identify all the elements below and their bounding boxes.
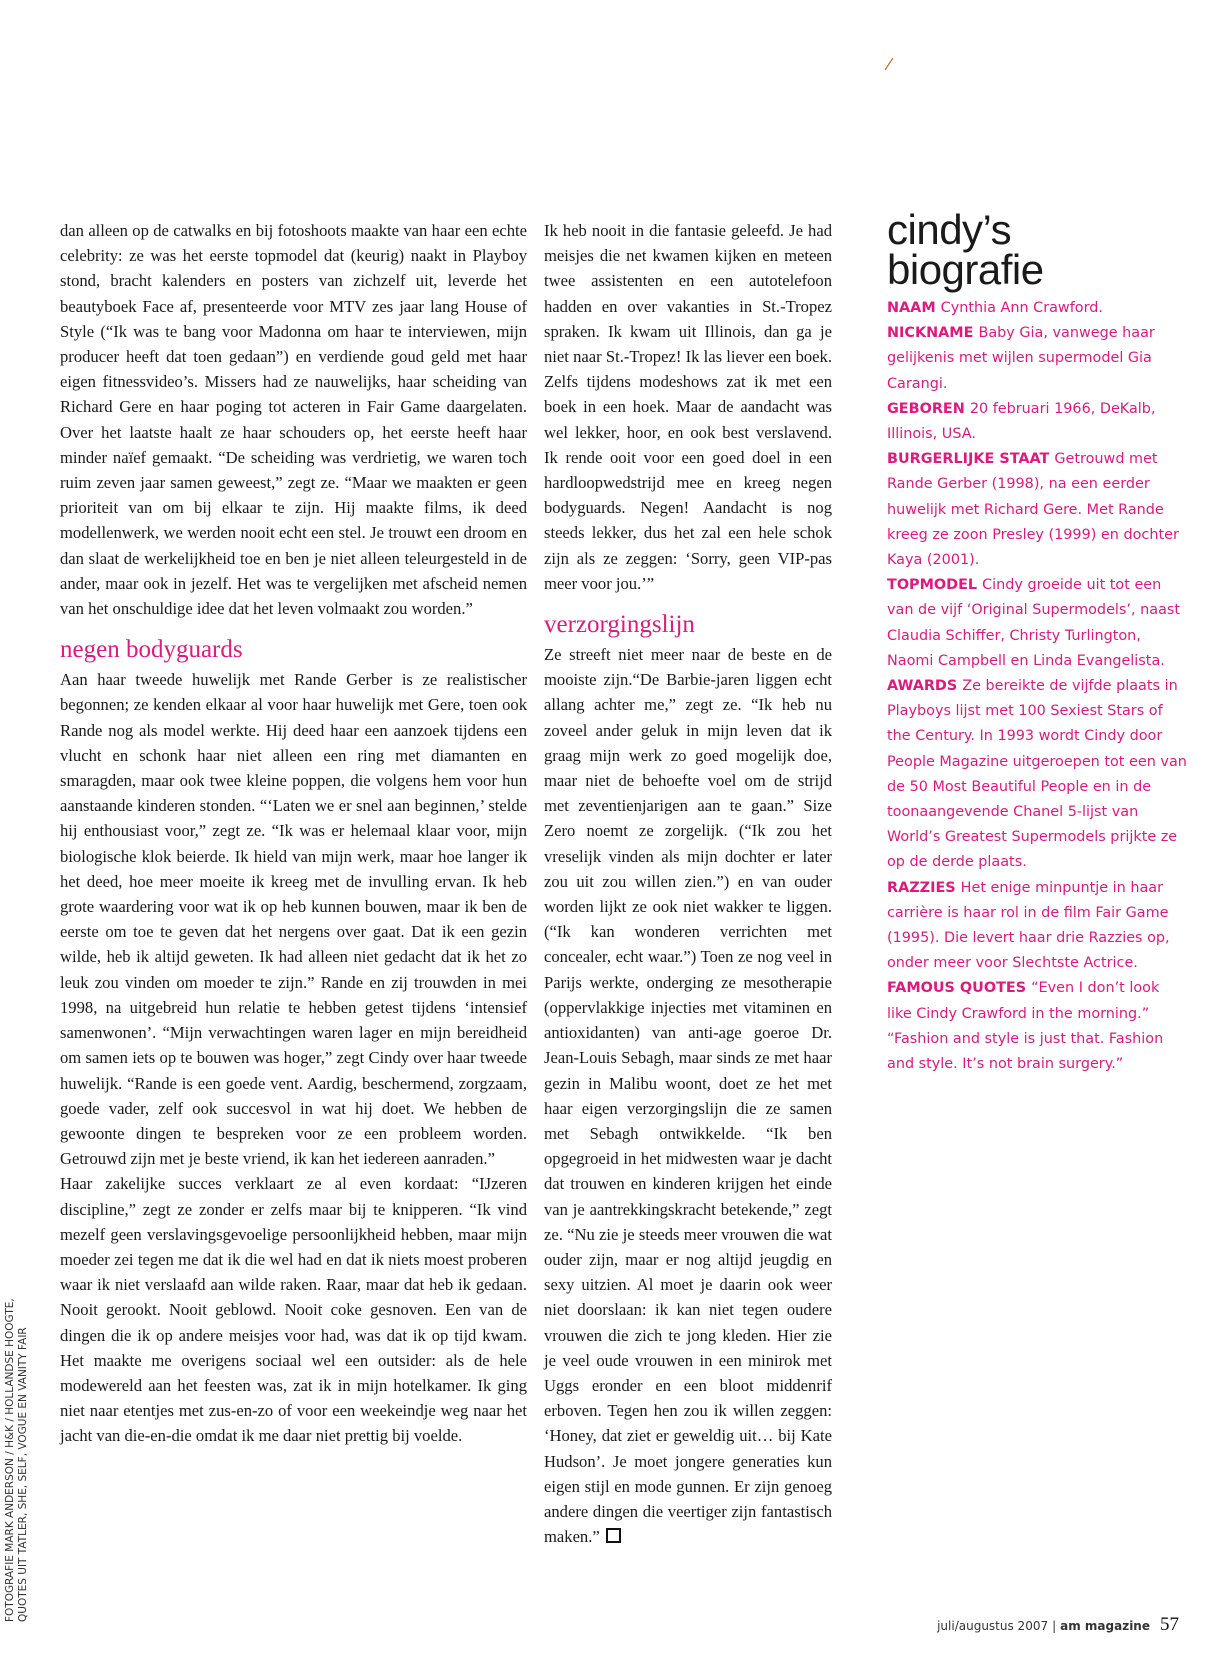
photo-credit-line1: FOTOGRAFIE MARK ANDERSON / H&K / HOLLANDSE HOOGTE, (4, 1298, 16, 1622)
photo-credit-line2: QUOTES UIT TATLER, SHE, SELF, VOGUE EN VANITY FAIR (17, 1327, 29, 1622)
bio-label: GEBOREN (887, 400, 965, 417)
biography-title-line2: biografie (887, 246, 1044, 293)
bio-text: Ze bereikte de vijfde plaats in Playboys lijst met 100 Sexiest Stars of the Century. In 1993 wordt Cindy door People Magazine uitgeroepen tot een van de 50 Most Beautiful People en in de toonaangevende Chanel 5-lijst van World’s Greatest Supermodels prijkte ze op de derde plaats. (887, 678, 1187, 871)
bio-label: RAZZIES (887, 879, 956, 896)
bio-text: Getrouwd met Rande Gerber (1998), na een eerder huwelijk met Richard Gere. Met Rande kreeg ze zoon Presley (1999) en dochter Kaya (2001). (887, 451, 1179, 569)
page-number: 57 (1160, 1614, 1179, 1635)
bio-text: Cindy groeide uit tot een van de vijf ‘Original Supermodels’, naast Claudia Schiffer, Christy Turlington, Naomi Campbell en Linda Evangelista. (887, 577, 1181, 669)
bio-entry-awards (887, 674, 1187, 876)
issue-date: juli/augustus 2007 (937, 1619, 1049, 1633)
bio-text: Cynthia Ann Crawford. (940, 300, 1103, 316)
article-paragraph: Aan haar tweede huwelijk met Rande Gerber is ze realistischer begonnen; ze kenden elkaar al voor haar huwelijk met Gere, toen ook Rande nog als model werkte. Hij deed haar een aanzoek tijdens een vlucht en schonk haar niet alleen een ring met diamanten en smaragden, maar ook twee kleine poppen, die volgens hem voor hun aanstaande kinderen stonden. “‘Laten we er snel aan beginnen,’ stelde hij enthousiast voor,” zegt ze. “Ik was er helemaal klaar voor, mijn biologische klok beierde. Ik hield van mijn werk, maar hoe langer ik het deed, hoe meer moeite ik kreeg met de invulling ervan. Ik heb grote waardering voor wat ik op heb kunnen bouwen, maar ik ben de eerste om toe te geven dat het nergens over gaat. Dat ik een gezin wilde, heb ik altijd geweten. Ik had alleen niet gedacht dat ik het zo leuk zou vinden om moeder te zijn.” Rande en zij trouwden in mei 1998, na uitgebreid hun relatie te hebben getest tijdens ‘intensief samenwonen’. “Mijn verwachtingen waren lager en mijn bereidheid om samen iets op te bouwen was hoger,” zegt Cindy over haar tweede huwelijk. “Rande is een goede vent. Aardig, beschermend, zorgzaam, goede vader, zelf ook succesvol in wat hij doet. We hebben de gewoonte dingen te bespreken voor ze een probleem worden. Getrouwd zijn met je beste vriend, ik kan het iedereen aanraden.” (60, 670, 527, 1169)
end-of-article-icon (606, 1528, 621, 1543)
bio-label: NICKNAME (887, 325, 974, 342)
pen-mark-decoration (883, 56, 895, 72)
bio-entry-burgerlijke-staat (887, 447, 1187, 573)
biography-title-line1: cindy’s (887, 206, 1012, 253)
bio-entry-naam (887, 296, 1187, 321)
bio-label: FAMOUS QUOTES (887, 980, 1027, 997)
bio-text: “Even I don’t look like Cindy Crawford in the morning.” “Fashion and style is just that. Fashion and style. It’s not brain surgery.” (887, 980, 1164, 1073)
article-paragraph (544, 642, 832, 1549)
photo-credit (4, 1222, 30, 1622)
biography-sidebar (887, 206, 1187, 1077)
article-paragraph: Ik heb nooit in die fantasie geleefd. Je had meisjes die net kwamen kijken en meteen twee assistenten en een autotelefoon hadden en over vakanties in St.-Tropez spraken. Ik kwam uit Illinois, dan ga je niet naar St.-Tropez! Ik las liever een boek. Zelfs tijdens modeshows zat ik met een boek in een hoek. Maar de aandacht was wel lekker, hoor, en ook best verslavend. Ik rende ooit voor een goed doel in een hardloopwedstrijd mee en kreeg negen bodyguards. Negen! Aandacht is nog steeds lekker, dus het zal een hele schok zijn als ze zeggen: ‘Sorry, geen VIP-pas meer voor jou.’” (544, 221, 832, 593)
footer-separator: | (1052, 1619, 1057, 1633)
bio-label: TOPMODEL (887, 577, 978, 594)
bio-entry-razzies (887, 876, 1187, 977)
subheading-verzorgingslijn: verzorgingslijn (544, 611, 695, 639)
article-paragraph-text: Ze streeft niet meer naar de beste en de mooiste zijn.“De Barbie-jaren liggen echt allang achter me,” zegt ze. “Ik heb nu zoveel ander geluk in mijn leven dat ik graag mijn werk zo goed mogelijk doe, maar niet de behoefte voel om de strijd met zeventienjarigen aan te gaan.” Size Zero noemt ze zorgelijk. (“Ik zou het vreselijk vinden als mijn dochter er later zou uit zou willen zien.”) en van ouder worden lijkt ze ook niet wakker te liggen. (“Ik kan wonderen verrichten met concealer, echt waar.”) Toen ze nog veel in Parijs werkte, onderging ze mesotherapie (oppervlakkige injecties met vitaminen en antioxidanten) van anti-age goeroe Dr. Jean-Louis Sebagh, maar sinds ze met haar gezin in Malibu woont, doet ze het met haar eigen verzorgingslijn die ze samen met Sebagh ontwikkelde. “Ik ben opgegroeid in het midwesten waar je dacht dat trouwen en kinderen krijgen het einde van je aantrekkingskracht betekende,” zegt ze. “Nu zie je steeds meer vrouwen die wat ouder zijn, maar er nog altijd jeugdig en sexy uitzien. Al moet je daarin ook weer niet doorslaan: ik kan niet tegen oudere vrouwen die zich te jong kleden. Hier zie je veel oude vrouwen in een minirok met Uggs eronder en een bloot middenrif erboven. Tegen hen zou ik willen zeggen: ‘Honey, dat ziet er geweldig uit… bij Kate Hudson’. Je moet jongere generaties kun eigen stijl en mode gunnen. Er zijn genoeg andere dingen die veertiger zijn fantastisch maken.” (544, 645, 832, 1547)
bio-text: 20 februari 1966, DeKalb, Illinois, USA. (887, 400, 1156, 443)
biography-title (887, 206, 1187, 293)
bio-entry-famous-quotes (887, 976, 1187, 1077)
bio-text: Baby Gia, vanwege haar gelijkenis met wijlen supermodel Gia Carangi. (887, 325, 1155, 392)
article-column-1 (60, 218, 527, 1449)
article-paragraph: dan alleen op de catwalks en bij fotoshoots maakte van haar een echte celebrity: ze was het eerste topmodel dat (keurig) naakt in Playboy stond, bracht kalenders en posters van zichzelf uit, leverde het beautyboek Face af, presenteerde voor MTV zes jaar lang House of Style (“Ik was te bang voor Madonna om haar te interviewen, mijn producer heeft dat toen gedaan”) en verdiende goud geld met haar eigen fitnessvideo’s. Missers had ze nauwelijks, haar scheiding van Richard Gere en haar poging tot acteren in Fair Game daargelaten. Over het laatste haalt ze haar schouders op, het eerste heeft haar minder naïef gemaakt. “De scheiding was verdrietig, we waren toch ruim zeven jaar samen geweest,” zegt ze. “Maar we maakten er geen prioriteit van om bij elkaar te zijn. Hij maakte films, ik deed modellenwerk, we werden nooit echt een stel. Je trouwt een droom en dan slaat de werkelijkheid toe en ben je niet alleen teleurgesteld in de ander, maar ook in jezelf. Het was te vergelijken met afscheid nemen van het onschuldige idee dat het leven volmaakt zou worden.” (60, 221, 527, 619)
bio-entry-topmodel (887, 573, 1187, 674)
article-paragraph: Haar zakelijke succes verklaart ze al even kordaat: “IJzeren discipline,” zegt ze zonder er zelfs maar bij te knipperen. “Ik vind mezelf geen verslavingsgevoelige persoonlijkheid hebben, maar mijn moeder zei tegen me dat ik die wel had en dat ik niets moest proberen waar ik niet verslaafd aan wilde raken. Raar, maar dat heb ik gedaan. Nooit gerookt. Nooit geblowd. Nooit coke gesnoven. Een van de dingen die ik op andere meisjes voor had, was dat ik op tijd kwam. Het maakte me overigens sociaal wel een outsider: als de hele modewereld aan het feesten was, zat ik in mijn hotelkamer. Ik ging niet naar etentjes met zus-en-zo of voor een weekeindje weg naar het jacht van die-en-die omdat ik me daar niet prettig bij voelde. (60, 1174, 527, 1446)
bio-label: NAAM (887, 300, 936, 316)
bio-entry-nickname (887, 321, 1187, 397)
bio-label: AWARDS (887, 678, 958, 695)
bio-entry-geboren (887, 397, 1187, 447)
subheading-negen-bodyguards: negen bodyguards (60, 636, 243, 664)
article-column-2 (544, 218, 832, 1549)
bio-label: BURGERLIJKE STAAT (887, 451, 1050, 468)
page-footer (937, 1614, 1179, 1636)
magazine-name: am magazine (1060, 1619, 1150, 1633)
bio-text: Het enige minpuntje in haar carrière is haar rol in de film Fair Game (1995). Die levert haar drie Razzies op, onder meer voor Slechtste Actrice. (887, 879, 1170, 972)
